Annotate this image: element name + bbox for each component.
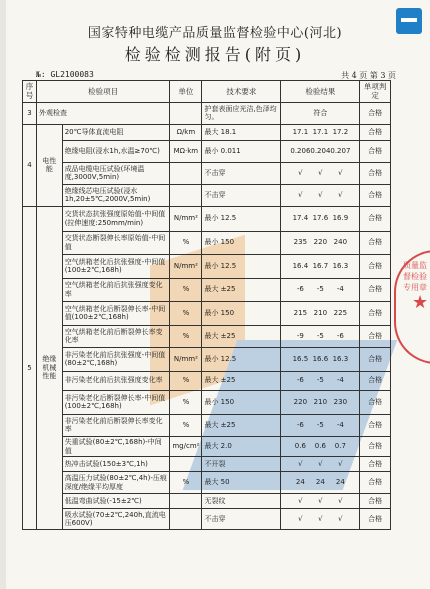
row-results	[281, 472, 360, 494]
table-row	[23, 371, 391, 390]
result-sample-3: -4	[336, 285, 344, 294]
row-item: 非污染老化前后抗张强度-中间值(80±2℃,168h)	[62, 347, 170, 371]
row-req: 不击穿	[202, 509, 281, 530]
row-results	[281, 301, 360, 325]
result-sample-1: √	[298, 459, 303, 468]
result-sample-2: -5	[316, 376, 324, 385]
group-category: 电性能	[36, 124, 62, 206]
row-verdict: 合格	[360, 472, 391, 494]
result-sample-1: √	[298, 496, 303, 505]
row-verdict: 合格	[360, 254, 391, 278]
result-sample-2: √	[318, 168, 323, 177]
result-sample-1: √	[298, 190, 303, 199]
row-verdict: 合格	[360, 124, 391, 140]
row-unit: MΩ·km	[170, 140, 202, 162]
row-item: 非污染老化前后抗张强度变化率	[62, 371, 170, 390]
row-unit	[170, 162, 202, 184]
group-no: 5	[23, 206, 37, 530]
row-unit	[170, 494, 202, 509]
result-sample-3: 0.207	[330, 146, 351, 155]
row-item: 吸水试验(70±2℃,240h,直流电压600V)	[62, 509, 170, 530]
table-row	[23, 301, 391, 325]
row-results	[281, 494, 360, 509]
result-sample-2: √	[318, 459, 323, 468]
row-verdict: 合格	[360, 184, 391, 206]
row-req: 最小 12.5	[202, 254, 281, 278]
result-sample-2: 16.6	[312, 354, 329, 363]
row-item: 空气烘箱老化前后抗张强度变化率	[62, 278, 170, 301]
page-indicator: 共 4 页 第 3 页	[341, 71, 396, 80]
row-unit: %	[170, 301, 202, 325]
table-row	[23, 184, 391, 206]
table-row	[23, 124, 391, 140]
group-electrical	[23, 124, 391, 206]
result-sample-3: -6	[336, 331, 344, 340]
table-row	[23, 347, 391, 371]
doc-number: №: GL2100083	[36, 70, 94, 79]
test-results-table	[22, 80, 391, 530]
row-item: 空气烘箱老化后抗张强度-中间值(100±2℃,168h)	[62, 254, 170, 278]
row-req: 最小 12.5	[202, 206, 281, 231]
table-row	[23, 162, 391, 184]
result-sample-2: √	[318, 496, 323, 505]
row-unit: Ω/km	[170, 124, 202, 140]
result-sample-1: -6	[296, 285, 304, 294]
result-sample-3: 24	[335, 478, 345, 487]
row-req: 不开裂	[202, 457, 281, 472]
group-mechanical	[23, 206, 391, 530]
row-item: 非污染老化前后断裂伸长率变化率	[62, 414, 170, 436]
result-sample-1: 17.1	[292, 127, 309, 136]
result-sample-3: 225	[333, 308, 348, 317]
result-sample-3: 240	[333, 238, 348, 247]
result-sample-3: √	[338, 168, 343, 177]
col-no: 序号	[23, 81, 37, 103]
row-unit: %	[170, 472, 202, 494]
row-req: 最大 ±25	[202, 414, 281, 436]
result-sample-1: 220	[293, 397, 308, 406]
result-sample-1: -9	[296, 331, 304, 340]
row-req: 最大 ±25	[202, 371, 281, 390]
result-sample-1: 0.6	[294, 442, 306, 451]
row-verdict: 合格	[360, 390, 391, 414]
row-results	[281, 371, 360, 390]
row-verdict: 合格	[360, 140, 391, 162]
result-sample-1: 17.4	[292, 214, 309, 223]
table-row	[23, 254, 391, 278]
row-req: 最大 ±25	[202, 325, 281, 347]
row-results	[281, 457, 360, 472]
result-sample-1: 16.5	[292, 354, 309, 363]
row-verdict: 合格	[360, 371, 391, 390]
row-unit: %	[170, 414, 202, 436]
row-verdict: 合格	[360, 494, 391, 509]
row-unit: N/mm²	[170, 347, 202, 371]
row-req: 不击穿	[202, 184, 281, 206]
row-results	[281, 231, 360, 254]
result-sample-2: -5	[316, 331, 324, 340]
row-unit: %	[170, 325, 202, 347]
row-verdict: 合格	[360, 231, 391, 254]
row-item: 空气烘箱老化后断裂伸长率-中间值(100±2℃,168h)	[62, 301, 170, 325]
row-verdict: 合格	[360, 414, 391, 436]
table-row	[23, 494, 391, 509]
result-sample-1: √	[298, 168, 303, 177]
row-item: 交货状态断裂伸长率原始值-中间值	[62, 231, 170, 254]
row-results	[281, 278, 360, 301]
table-row	[23, 472, 391, 494]
row-req: 最大 50	[202, 472, 281, 494]
result-sample-3: 17.2	[332, 127, 349, 136]
table-row	[23, 140, 391, 162]
row-results	[281, 184, 360, 206]
table-row	[23, 231, 391, 254]
col-verdict: 单项判定	[360, 81, 391, 103]
result-sample-1: 235	[293, 238, 308, 247]
row-results	[281, 162, 360, 184]
result-sample-3: √	[338, 496, 343, 505]
result-sample-2: 17.6	[312, 214, 329, 223]
row-results	[281, 325, 360, 347]
row-results	[281, 414, 360, 436]
result-sample-2: 0.6	[314, 442, 326, 451]
result-sample-1: 16.4	[292, 261, 309, 270]
red-seal-stamp	[394, 250, 430, 364]
table-row	[23, 102, 391, 124]
row-unit: mg/cm²	[170, 436, 202, 457]
row-verdict: 合格	[360, 325, 391, 347]
stamp-text: 质量监督检验专用章	[403, 261, 427, 292]
row-unit: N/mm²	[170, 206, 202, 231]
group-category: 绝缘机械性能	[36, 206, 62, 530]
table-row	[23, 414, 391, 436]
col-item: 检验项目	[36, 81, 169, 103]
row-req: 最小 150	[202, 390, 281, 414]
row-verdict: 合格	[360, 347, 391, 371]
row-verdict: 合格	[360, 457, 391, 472]
row-item: 外观检查	[36, 102, 169, 124]
group-no: 4	[23, 124, 37, 206]
row-unit	[170, 509, 202, 530]
result-sample-2: 220	[313, 238, 328, 247]
row-results	[281, 436, 360, 457]
row-item: 高温压力试验(80±2℃,4h)-压痕深度/绝缘平均厚度	[62, 472, 170, 494]
result-sample-1: -6	[296, 376, 304, 385]
row-verdict: 合格	[360, 102, 391, 124]
report-title: 检验检测报告(附页)	[124, 45, 306, 64]
col-req: 技术要求	[202, 81, 281, 103]
result-sample-3: 0.7	[334, 442, 346, 451]
row-req: 最小 0.011	[202, 140, 281, 162]
row-req: 最大 ±25	[202, 278, 281, 301]
result-sample-2: √	[318, 190, 323, 199]
row-item: 空气烘箱老化前后断裂伸长率变化率	[62, 325, 170, 347]
result-sample-2: 16.7	[312, 261, 329, 270]
result-sample-3: 16.9	[332, 214, 349, 223]
table-row	[23, 206, 391, 231]
row-no: 3	[23, 102, 37, 124]
row-req: 最小 150	[202, 301, 281, 325]
row-req: 最大 2.0	[202, 436, 281, 457]
row-results	[281, 206, 360, 231]
row-results	[281, 254, 360, 278]
result-sample-3: 230	[333, 397, 348, 406]
result-sample-2: 0.204	[310, 146, 331, 155]
result-sample-2: √	[318, 514, 323, 523]
table-row	[23, 436, 391, 457]
row-item: 成品电缆电压试验(环境温度,3000V,5min)	[62, 162, 170, 184]
table-row	[23, 457, 391, 472]
result-sample-3: -4	[336, 376, 344, 385]
result-sample-2: 24	[315, 478, 325, 487]
row-item: 20℃导体直流电阻	[62, 124, 170, 140]
row-unit	[170, 184, 202, 206]
row-results	[281, 140, 360, 162]
row-req: 最小 150	[202, 231, 281, 254]
row-item: 交货状态抗张强度原始值-中间值(拉伸速度:250mm/min)	[62, 206, 170, 231]
row-unit	[170, 457, 202, 472]
row-req: 最小 12.5	[202, 347, 281, 371]
row-verdict: 合格	[360, 301, 391, 325]
row-verdict: 合格	[360, 509, 391, 530]
result-sample-2: 210	[313, 397, 328, 406]
row-item: 绝缘电阻(浸水1h,水温≥70℃)	[62, 140, 170, 162]
row-unit: %	[170, 371, 202, 390]
star-icon: ★	[412, 292, 429, 313]
row-results	[281, 509, 360, 530]
row-item: 热冲击试验(150±3℃,1h)	[62, 457, 170, 472]
col-result: 检验结果	[281, 81, 360, 103]
result-sample-3: -4	[336, 420, 344, 429]
result-sample-2: 17.1	[312, 127, 329, 136]
row-result: 符合	[281, 102, 360, 124]
row-unit: N/mm²	[170, 254, 202, 278]
row-item: 低温弯曲试验(-15±2℃)	[62, 494, 170, 509]
row-results	[281, 390, 360, 414]
result-sample-1: -6	[296, 420, 304, 429]
row-req: 最大 18.1	[202, 124, 281, 140]
row-req: 无裂纹	[202, 494, 281, 509]
table-header-row	[23, 81, 391, 103]
result-sample-3: 16.3	[332, 261, 349, 270]
row-item: 非污染老化后断裂伸长率-中间值(100±2℃,168h)	[62, 390, 170, 414]
row-verdict: 合格	[360, 206, 391, 231]
result-sample-3: √	[338, 459, 343, 468]
row-verdict: 合格	[360, 162, 391, 184]
row-verdict: 合格	[360, 278, 391, 301]
result-sample-1: 0.206	[290, 146, 311, 155]
result-sample-2: 210	[313, 308, 328, 317]
row-req: 不击穿	[202, 162, 281, 184]
result-sample-1: 24	[295, 478, 305, 487]
row-item: 失重试验(80±2℃,168h)-中间值	[62, 436, 170, 457]
table-row	[23, 325, 391, 347]
row-item: 绝缘线芯电压试验(浸水1h,20±5℃,2000V,5min)	[62, 184, 170, 206]
result-sample-2: -5	[316, 285, 324, 294]
result-sample-3: √	[338, 514, 343, 523]
row-unit	[170, 102, 202, 124]
row-results	[281, 347, 360, 371]
result-sample-1: √	[298, 514, 303, 523]
result-sample-2: -5	[316, 420, 324, 429]
row-req: 护套表面应光洁,色泽均匀。	[202, 102, 281, 124]
row-unit: %	[170, 278, 202, 301]
scan-edge	[0, 0, 6, 589]
result-sample-1: 215	[293, 308, 308, 317]
org-title: 国家特种电缆产品质量监督检验中心(河北)	[87, 26, 343, 41]
row-verdict: 合格	[360, 436, 391, 457]
result-sample-3: √	[338, 190, 343, 199]
col-unit: 单位	[170, 81, 202, 103]
row-results	[281, 124, 360, 140]
result-sample-3: 16.3	[332, 354, 349, 363]
row-unit: %	[170, 390, 202, 414]
row-unit: %	[170, 231, 202, 254]
table-row	[23, 390, 391, 414]
table-row	[23, 509, 391, 530]
table-row	[23, 278, 391, 301]
